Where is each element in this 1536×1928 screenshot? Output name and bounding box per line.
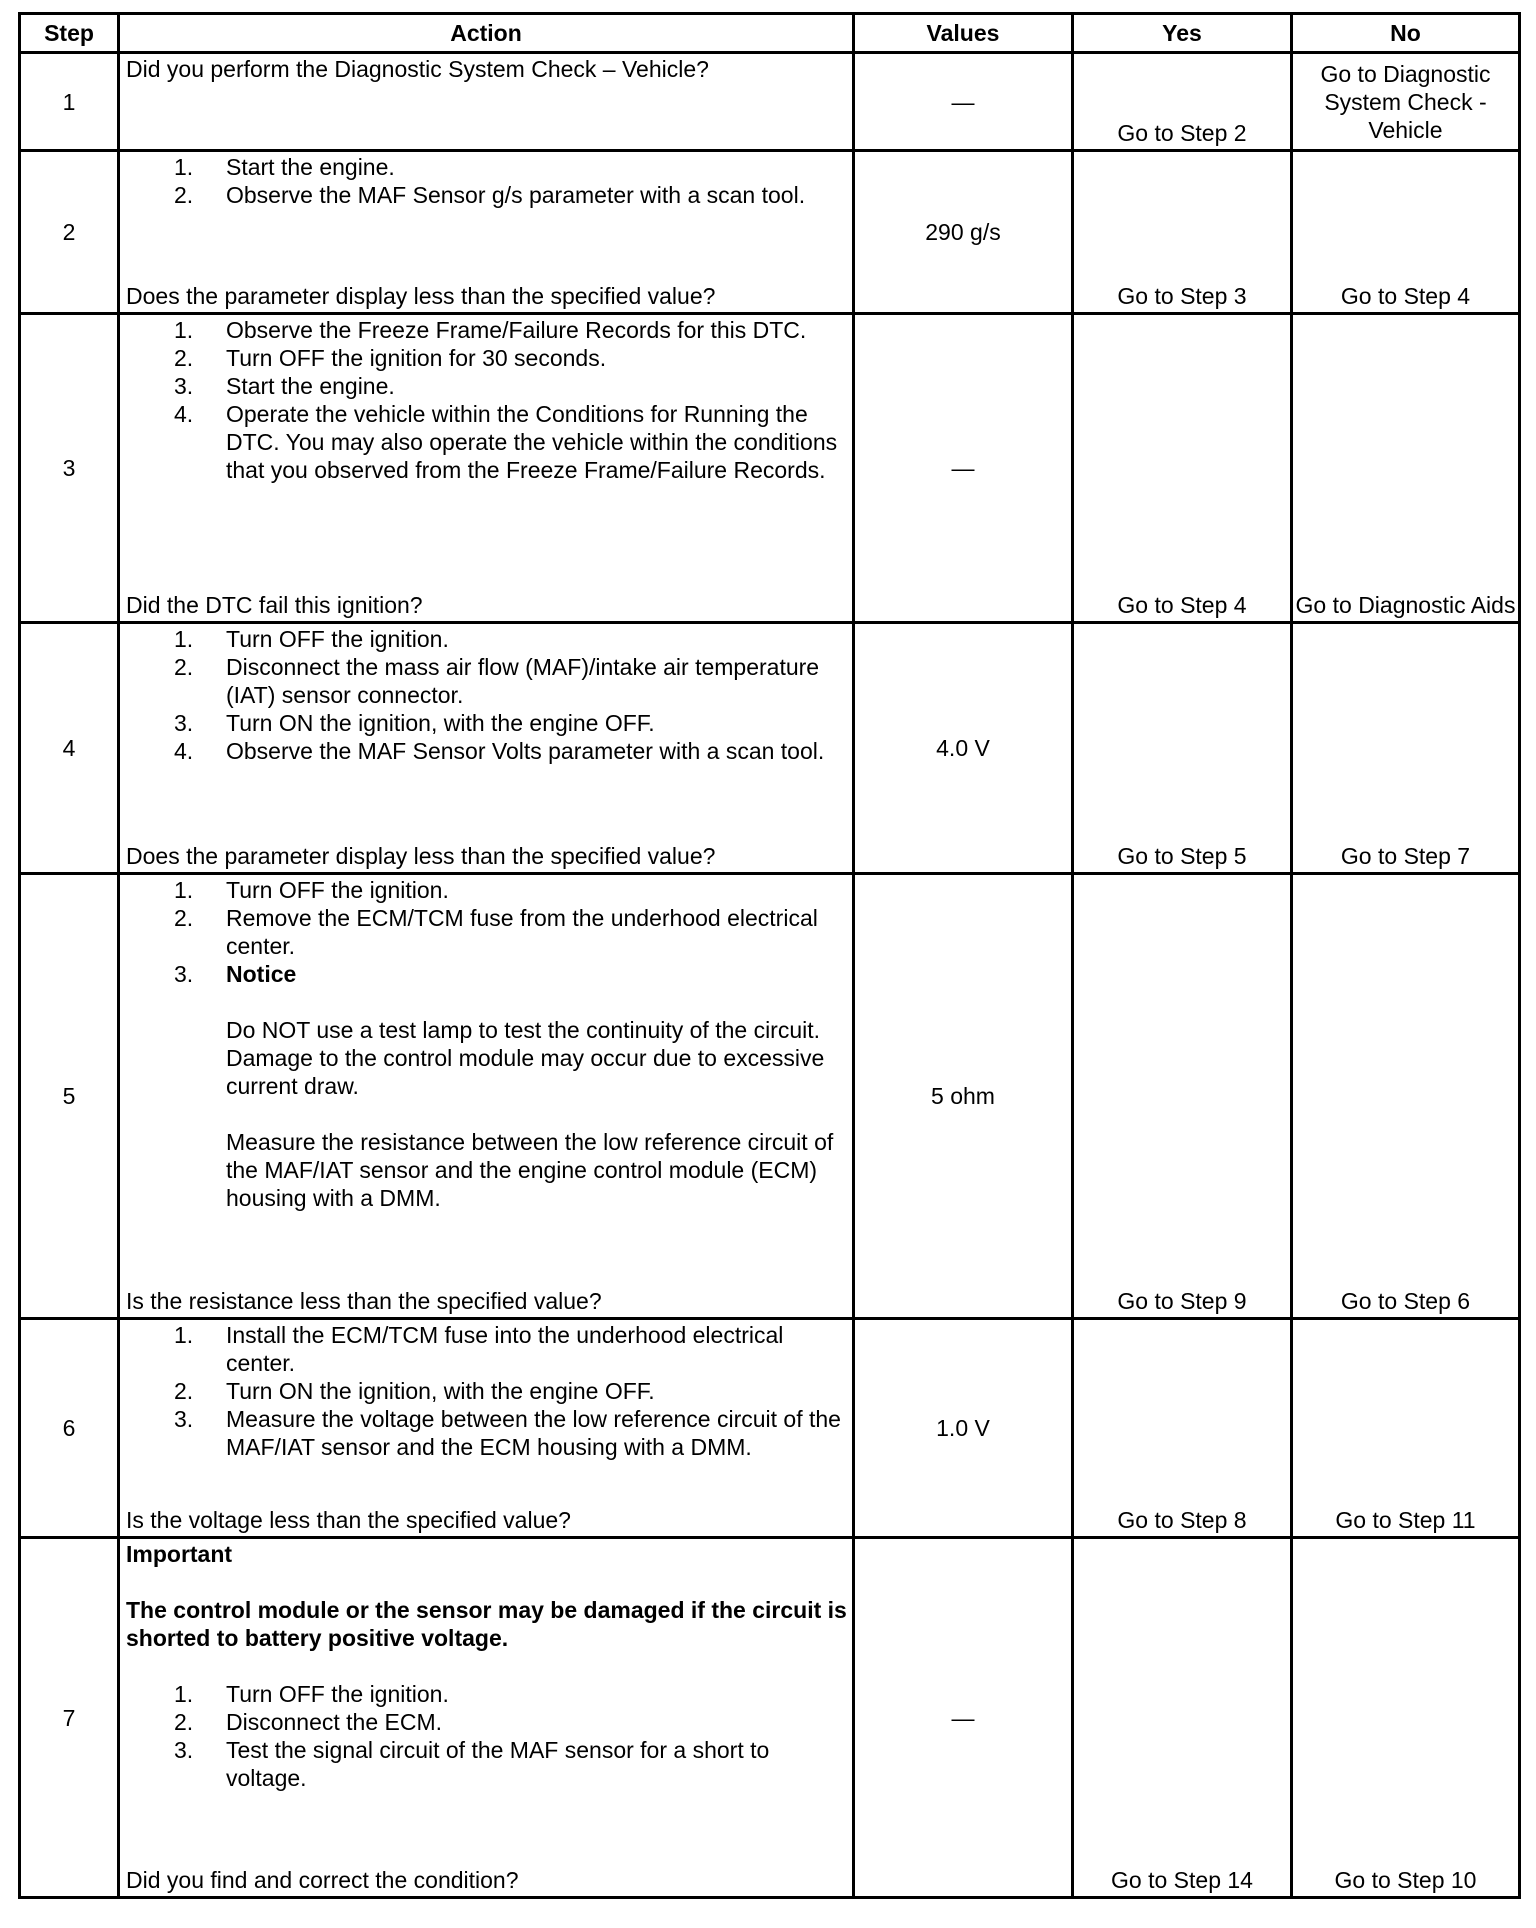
- list-item: 3. Measure the voltage between the low reference circuit of the MAF/IAT sensor and the ECM housing with a DMM.: [174, 1406, 841, 1460]
- action-question: Did the DTC fail this ignition?: [126, 592, 423, 618]
- step-number: 5: [20, 874, 119, 1319]
- action-steps: [126, 1321, 848, 1461]
- step-number: 1: [20, 53, 119, 151]
- yes-cell: Go to Step 8: [1073, 1319, 1292, 1538]
- table-row: [20, 53, 1520, 151]
- list-item: 1. Start the engine.: [174, 154, 395, 180]
- diagnostic-table: [18, 12, 1521, 1899]
- value-cell: 290 g/s: [854, 151, 1073, 314]
- list-item: 3. Turn ON the ignition, with the engine OFF.: [174, 710, 655, 736]
- no-cell: Go to Step 7: [1292, 623, 1520, 874]
- yes-cell: Go to Step 5: [1073, 623, 1292, 874]
- table-row: [20, 151, 1520, 314]
- list-item: 2. Observe the MAF Sensor g/s parameter with a scan tool.: [174, 182, 806, 208]
- value-cell: 5 ohm: [854, 874, 1073, 1319]
- action-question: Does the parameter display less than the specified value?: [126, 843, 716, 869]
- list-item: 3. Test the signal circuit of the MAF sensor for a short to voltage.: [174, 1737, 770, 1791]
- action-cell: [119, 151, 854, 314]
- header-row: [20, 14, 1520, 53]
- value-cell: 4.0 V: [854, 623, 1073, 874]
- action-steps: [126, 1680, 848, 1792]
- list-item: 4. Observe the MAF Sensor Volts parameter with a scan tool.: [174, 738, 825, 764]
- table-row: [20, 874, 1520, 1319]
- list-item: 1. Turn OFF the ignition.: [174, 877, 449, 903]
- header-action: Action: [119, 14, 854, 53]
- list-item: 1. Observe the Freeze Frame/Failure Records for this DTC.: [174, 317, 807, 343]
- table-row: [20, 314, 1520, 623]
- yes-cell: Go to Step 9: [1073, 874, 1292, 1319]
- table-row: [20, 623, 1520, 874]
- list-item: 1. Install the ECM/TCM fuse into the underhood electrical center.: [174, 1322, 784, 1376]
- action-cell: [119, 314, 854, 623]
- diagnostic-table-sheet: [18, 12, 1518, 1899]
- header-no: No: [1292, 14, 1520, 53]
- list-item: 2. Remove the ECM/TCM fuse from the underhood electrical center.: [174, 905, 818, 959]
- step-number: 2: [20, 151, 119, 314]
- header-yes: Yes: [1073, 14, 1292, 53]
- yes-cell: Go to Step 14: [1073, 1538, 1292, 1898]
- list-item: 2. Disconnect the ECM.: [174, 1709, 443, 1735]
- no-cell: Go to Diagnostic Aids: [1292, 314, 1520, 623]
- table-row: [20, 1319, 1520, 1538]
- step-number: 4: [20, 623, 119, 874]
- list-item: 1. Turn OFF the ignition.: [174, 626, 449, 652]
- value-cell: —: [854, 1538, 1073, 1898]
- list-item: 3. Start the engine.: [174, 373, 395, 399]
- list-item: 2. Disconnect the mass air flow (MAF)/intake air temperature (IAT) sensor connector.: [174, 654, 820, 708]
- list-item: 3. Notice Do NOT use a test lamp to test the continuity of the circuit. Damage to the control module may occur due to excessive current draw. Measure the resistance between the low reference circuit of the MAF/IAT sensor and the engine control module (ECM) housing with a DMM.: [126, 960, 848, 1212]
- important-label: Important: [126, 1541, 233, 1567]
- step-number: 3: [20, 314, 119, 623]
- action-question: Does the parameter display less than the specified value?: [126, 283, 716, 309]
- action-cell: [119, 623, 854, 874]
- header-step: Step: [20, 14, 119, 53]
- action-question: Is the resistance less than the specified value?: [126, 1288, 602, 1314]
- no-cell: Go to Step 10: [1292, 1538, 1520, 1898]
- step-number: 7: [20, 1538, 119, 1898]
- table-row: [20, 1538, 1520, 1898]
- list-item: 2. Turn OFF the ignition for 30 seconds.: [174, 345, 607, 371]
- action-question: Is the voltage less than the specified value?: [126, 1507, 571, 1533]
- list-item: 1. Turn OFF the ignition.: [174, 1681, 449, 1707]
- action-cell: [119, 1319, 854, 1538]
- no-cell: Go to Diagnostic System Check - Vehicle: [1292, 53, 1520, 151]
- action-steps: [126, 876, 848, 1212]
- step-number: 6: [20, 1319, 119, 1538]
- action-cell: [119, 1538, 854, 1898]
- list-item: 4. Operate the vehicle within the Conditions for Running the DTC. You may also operate the vehicle within the conditions that you observed from the Freeze Frame/Failure Records.: [174, 401, 838, 483]
- no-cell: Go to Step 6: [1292, 874, 1520, 1319]
- value-cell: —: [854, 53, 1073, 151]
- action-steps: [126, 625, 848, 765]
- action-question: Did you find and correct the condition?: [126, 1867, 519, 1893]
- action-cell: [119, 53, 854, 151]
- list-item: 2. Turn ON the ignition, with the engine OFF.: [174, 1378, 655, 1404]
- yes-cell: Go to Step 3: [1073, 151, 1292, 314]
- important-text: The control module or the sensor may be damaged if the circuit is shorted to battery positive voltage.: [126, 1597, 847, 1651]
- action-question: Did you perform the Diagnostic System Check – Vehicle?: [126, 56, 709, 82]
- notice-label: Notice: [226, 961, 297, 987]
- yes-cell: Go to Step 4: [1073, 314, 1292, 623]
- action-cell: [119, 874, 854, 1319]
- action-steps: [126, 153, 848, 209]
- header-values: Values: [854, 14, 1073, 53]
- yes-cell: Go to Step 2: [1073, 53, 1292, 151]
- notice-action: Measure the resistance between the low reference circuit of the MAF/IAT sensor and the engine control module (ECM) housing with a DMM.: [226, 1129, 834, 1211]
- notice-text: Do NOT use a test lamp to test the continuity of the circuit. Damage to the control module may occur due to excessive current draw.: [226, 1017, 825, 1099]
- value-cell: —: [854, 314, 1073, 623]
- value-cell: 1.0 V: [854, 1319, 1073, 1538]
- no-cell: Go to Step 4: [1292, 151, 1520, 314]
- no-cell: Go to Step 11: [1292, 1319, 1520, 1538]
- action-steps: [126, 316, 848, 484]
